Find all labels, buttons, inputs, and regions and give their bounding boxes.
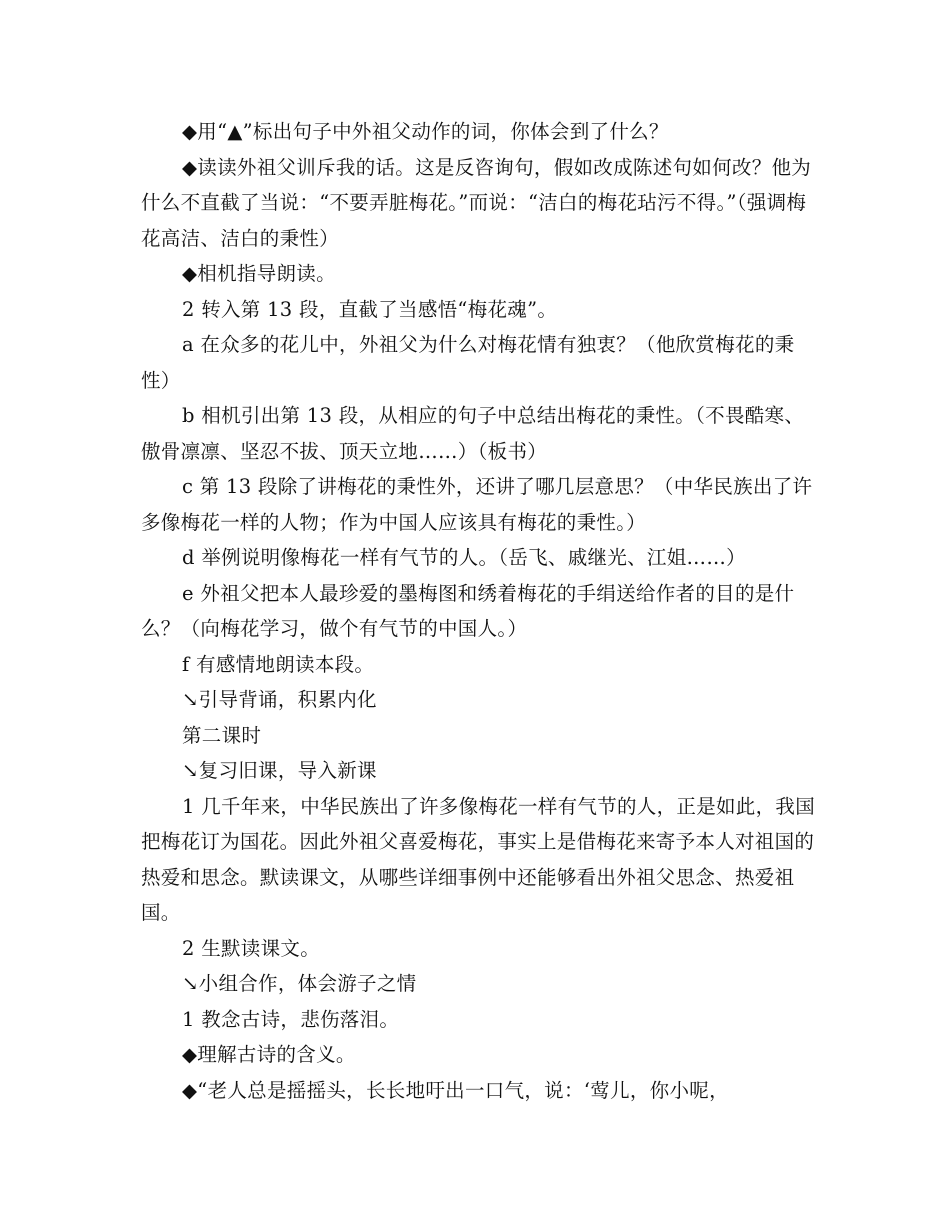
- paragraph-7: c 第 13 段除了讲梅花的秉性外，还讲了哪几层意思？（中华民族出了许多像梅花一样的人物；作为中国人应该具有梅花的秉性。）: [141, 475, 813, 534]
- paragraph-3: ◆相机指导朗读。: [182, 262, 336, 285]
- paragraph-2: ◆读读外祖父训斥我的话。这是反咨询句，假如改成陈述句如何改？他为什么不直截了当说：“不要弄脏梅花。”而说：“洁白的梅花玷污不得。”（强调梅花高洁、洁白的秉性）: [141, 155, 812, 250]
- paragraph-18: ◆理解古诗的含义。: [182, 1043, 356, 1066]
- paragraph-19: ◆“老人总是摇摇头，长长地吁出一口气，说：‘莺儿，你小呢，: [182, 1078, 729, 1102]
- paragraph-8: d 举例说明像梅花一样有气节的人。（岳飞、戚继光、江姐……）: [182, 546, 746, 569]
- paragraph-14: 1 几千年来，中华民族出了许多像梅花一样有气节的人，正是如此，我国把梅花订为国花。因此外祖父喜爱梅花，事实上是借梅花来寄予本人对祖国的热爱和思念。默读课文，从哪些详细事例中还能够看出外祖父思念、热爱祖国。: [141, 794, 816, 924]
- paragraph-6: b 相机引出第 13 段，从相应的句子中总结出梅花的秉性。（不畏酷寒、傲骨凛凛、坚忍不拔、顶天立地……）（板书）: [141, 404, 805, 463]
- paragraph-5: a 在众多的花儿中，外祖父为什么对梅花情有独衷？（他欣赏梅花的秉性）: [141, 333, 795, 392]
- section-heading: ↘复习旧课，导入新课: [182, 759, 377, 782]
- lesson-heading: 第二课时: [182, 723, 262, 747]
- section-heading: ↘小组合作，体会游子之情: [182, 972, 417, 995]
- paragraph-15: 2 生默读课文。: [182, 936, 321, 960]
- paragraph-9: e 外祖父把本人最珍爱的墨梅图和绣着梅花的手绢送给作者的目的是什么？（向梅花学习，做个有气节的中国人。）: [141, 581, 795, 640]
- paragraph-17: 1 教念古诗，悲伤落泪。: [182, 1007, 400, 1031]
- paragraph-1: ◆用“▲”标出句子中外祖父动作的词，你体会到了什么？: [182, 120, 669, 143]
- document-body: [141, 114, 821, 1108]
- section-heading: ↘引导背诵，积累内化: [182, 688, 377, 711]
- paragraph-10: f 有感情地朗读本段。: [182, 652, 375, 676]
- paragraph-4: 2 转入第 13 段，直截了当感悟“梅花魂”。: [182, 297, 558, 321]
